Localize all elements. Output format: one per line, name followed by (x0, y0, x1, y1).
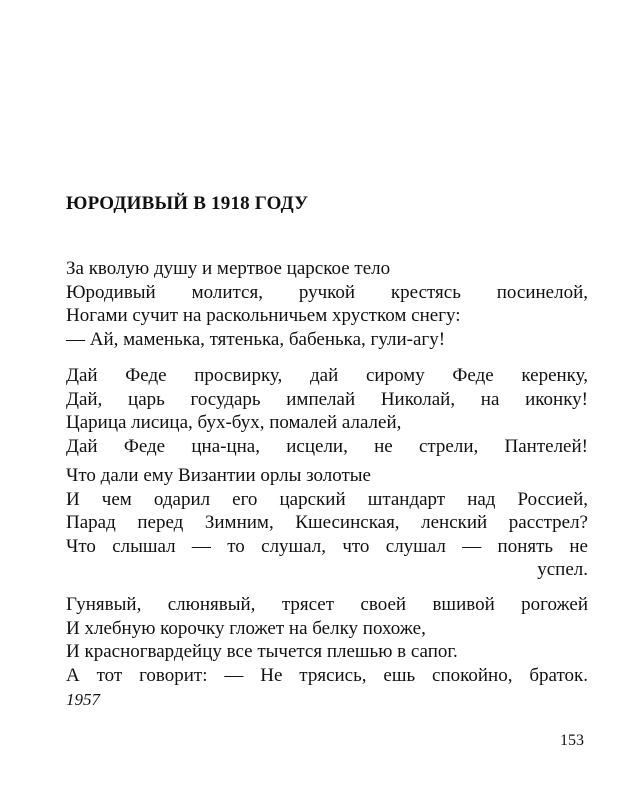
stanza-4 (66, 593, 588, 687)
verse-line: Парад перед Зимним, Кшесинская, ленский расстрел? (66, 512, 588, 533)
verse-line: Ногами сучит на раскольничьем хрустком снегу: (66, 305, 461, 326)
verse-line: Гунявый, слюнявый, трясет своей вшивой рогожей (66, 594, 588, 615)
verse-line: И чем одарил его царский штандарт над Россией, (66, 488, 588, 510)
verse-line: Что слышал — то слушал, что слушал — понять не (66, 535, 588, 557)
verse-line-continuation: успел. (537, 559, 588, 580)
verse-line: — Ай, маменька, тятенька, бабенька, гули-агу! (66, 328, 446, 350)
verse-line: За кволую душу и мертвое царское тело (66, 258, 391, 279)
stanza-3 (66, 464, 588, 582)
verse-line: А тот говорит: — Не трясись, ешь спокойно, браток. (66, 664, 588, 686)
verse-line: Юродивый молится, ручкой крестясь посинелой, (66, 281, 588, 303)
stanza-1 (66, 257, 588, 351)
poem-date: 1957 (66, 690, 100, 709)
verse-line: Дай, царь государь импелай Николай, на иконку! (66, 388, 588, 410)
stanza-2 (66, 364, 588, 458)
verse-line: Дай Феде просвирку, дай сирому Феде керенку, (66, 365, 588, 386)
poem-title: ЮРОДИВЫЙ В 1918 ГОДУ (66, 193, 309, 214)
verse-line: Что дали ему Византии орлы золотые (66, 465, 371, 486)
verse-line: Царица лисица, бух-бух, помалей алалей, (66, 412, 402, 433)
page-number: 153 (560, 732, 584, 749)
verse-line: И красногвардейцу все тычется плешью в сапог. (66, 641, 458, 662)
verse-line: И хлебную корочку гложет на белку похоже, (66, 617, 426, 639)
verse-line: Дай Феде цна-цна, исцели, не стрели, Пантелей! (66, 435, 588, 457)
